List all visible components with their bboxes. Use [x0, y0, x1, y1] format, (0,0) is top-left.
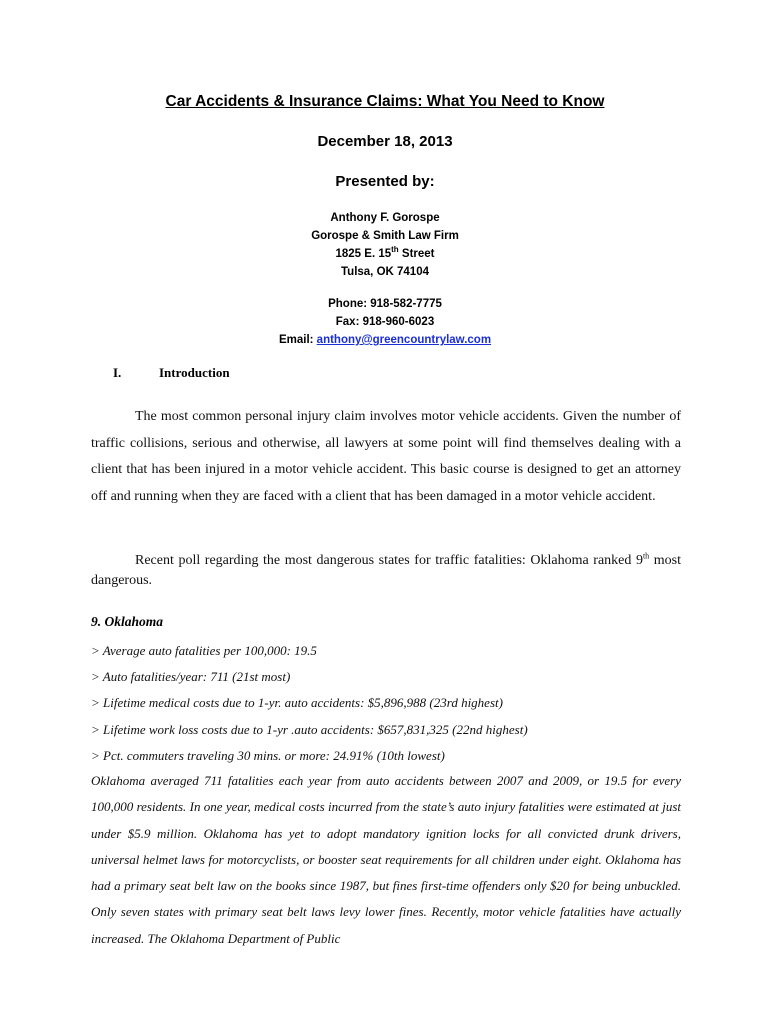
list-item: > Lifetime medical costs due to 1-yr. auto accidents: $5,896,988 (23rd highest): [91, 695, 503, 711]
email-label: Email:: [278, 334, 317, 346]
street-address-name: Street: [398, 248, 435, 260]
list-item: > Lifetime work loss costs due to 1-yr .auto accidents: $657,831,325 (22nd highest): [91, 721, 528, 737]
presenter-name: Anthony F. Gorospe: [330, 212, 440, 224]
section-title: Introduction: [159, 365, 230, 380]
presented-by-heading: Presented by:: [335, 173, 435, 190]
poll-ordinal-suffix: th: [642, 551, 650, 561]
intro-paragraph: The most common personal injury claim involves motor vehicle accidents. Given the number of traffic collisions, serious and otherwise, all lawyers at some point will find themselves dealing with a client that has been injured in a motor vehicle accident. This basic course is designed to get an attorney off and running when they are faced with a client that has been damaged in a motor vehicle accident.: [91, 409, 681, 504]
oklahoma-heading: 9. Oklahoma: [91, 614, 164, 629]
list-item: > Average auto fatalities per 100,000: 19.5: [91, 643, 317, 658]
poll-text-end: most dangerous.: [91, 553, 681, 588]
street-address-suffix: th: [391, 245, 399, 255]
list-item: > Pct. commuters traveling 30 mins. or more: 24.91% (10th lowest): [91, 747, 445, 763]
law-firm-name: Gorospe & Smith Law Firm: [311, 230, 459, 242]
presenter-contact-block: [0, 295, 770, 349]
presenter-address-block: [0, 209, 770, 281]
email-line: [0, 331, 770, 349]
fax-number: Fax: 918-960-6023: [335, 316, 435, 328]
poll-text: Recent poll regarding the most dangerous states for traffic fatalities: Oklahoma ranked 9: [135, 553, 643, 568]
phone-number: Phone: 918-582-7775: [328, 298, 442, 310]
street-address: [0, 245, 770, 263]
oklahoma-stats-list: [91, 638, 691, 769]
city-state-zip: Tulsa, OK 74104: [341, 266, 429, 278]
list-item: > Auto fatalities/year: 711 (21st most): [91, 669, 291, 685]
presentation-date: December 18, 2013: [317, 133, 453, 150]
section-number: I.: [113, 365, 122, 380]
street-address-number: 1825 E. 15: [335, 248, 392, 260]
poll-paragraph: [91, 551, 681, 591]
document-title: Car Accidents & Insurance Claims: What You Need to Know: [165, 93, 605, 110]
oklahoma-summary-paragraph: Oklahoma averaged 711 fatalities each year from auto accidents between 2007 and 2009, or 19.5 for every 100,000 residents. In one year, medical costs incurred from the state’s auto injury fatalities were estimated at just under $5.9 million. Oklahoma has yet to adopt mandatory ignition locks for all convicted drunk drivers, universal helmet laws for motorcyclists, or booster seat requirements for all children under eight. Oklahoma has had a primary seat belt law on the books since 1987, but fines first-time offenders only $20 for being unbuckled. Only seven states with primary seat belt laws levy lower fines. Recently, motor vehicle fatalities have actually increased. The Oklahoma Department of Public: [91, 773, 681, 946]
email-link[interactable]: anthony@greencountrylaw.com: [316, 334, 492, 346]
